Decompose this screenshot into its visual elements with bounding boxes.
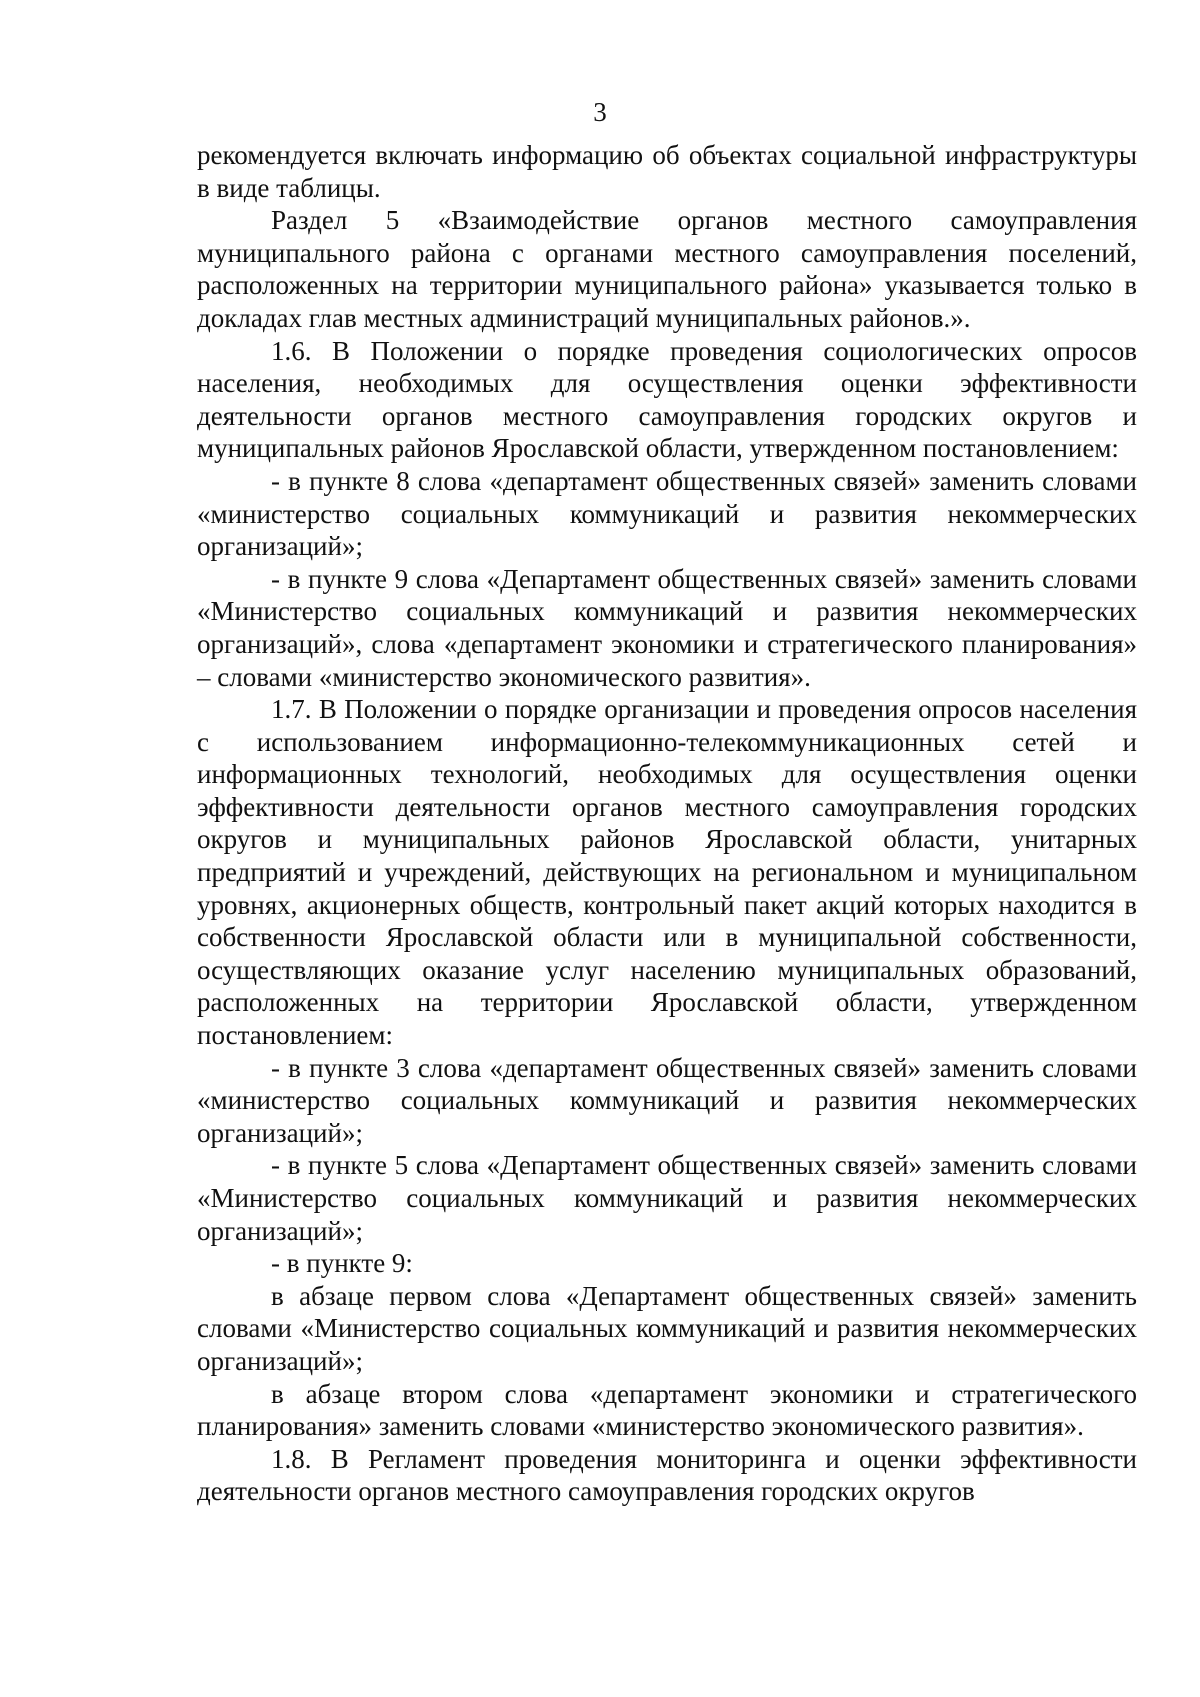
document-body (197, 139, 1137, 1508)
paragraph-1-7-item-3: - в пункте 3 слова «департамент общественных связей» заменить словами «министерство социальных коммуникаций и развития некоммерческих организаций»; (197, 1052, 1137, 1148)
paragraph-continuation: рекомендуется включать информацию об объектах социальной инфраструктуры в виде таблицы. (197, 140, 1137, 203)
paragraph-1-7-item-9: - в пункте 9: (271, 1248, 413, 1279)
page-number: 3 (593, 97, 607, 127)
paragraph-section-5: Раздел 5 «Взаимодействие органов местного самоуправления муниципального района с органами местного самоуправления поселений, расположенных на территории муниципального района» указывается только в докладах глав местных администраций муниципальных районов.». (197, 205, 1137, 333)
paragraph-1-7-item-5: - в пункте 5 слова «Департамент общественных связей» заменить словами «Министерство социальных коммуникаций и развития некоммерческих организаций»; (197, 1150, 1137, 1246)
paragraph-1-7-item-9-second: в абзаце втором слова «департамент экономики и стратегического планирования» заменить словами «министерство экономического развития». (197, 1378, 1137, 1442)
paragraph-1-6-item-9: - в пункте 9 слова «Департамент общественных связей» заменить словами «Министерство социальных коммуникаций и развития некоммерческих организаций», слова «департамент экономики и стратегического планирования» – словами «министерство экономического развития». (197, 563, 1137, 692)
paragraph-1-6: 1.6. В Положении о порядке проведения социологических опросов населения, необходимых для осуществления оценки эффективности деятельности органов местного самоуправления городских округов и муниципальных районов Ярославской области, утвержденном постановлением: (197, 335, 1137, 464)
paragraph-1-7: 1.7. В Положении о порядке организации и проведения опросов населения с использованием информационно-телекоммуникационных сетей и информационных технологий, необходимых для осуществления оценки эффективности деятельности органов местного самоуправления городских округов и муниципальных районов Ярославской области, унитарных предприятий и учреждений, действующих на региональном и муниципальном уровнях, акционерных обществ, контрольный пакет акций которых находится в собственности Ярославской области или в муниципальной собственности, осуществляющих оказание услуг населению муниципальных образований, расположенных на территории Ярославской области, утвержденном постановлением: (197, 694, 1137, 1051)
paragraph-1-8: 1.8. В Регламент проведения мониторинга и оценки эффективности деятельности органов местного самоуправления городских округов (197, 1443, 1137, 1507)
paragraph-1-7-item-9-first: в абзаце первом слова «Департамент общественных связей» заменить словами «Министерство социальных коммуникаций и развития некоммерческих организаций»; (197, 1280, 1137, 1376)
paragraph-1-6-item-8: - в пункте 8 слова «департамент общественных связей» заменить словами «министерство социальных коммуникаций и развития некоммерческих организаций»; (197, 465, 1137, 562)
